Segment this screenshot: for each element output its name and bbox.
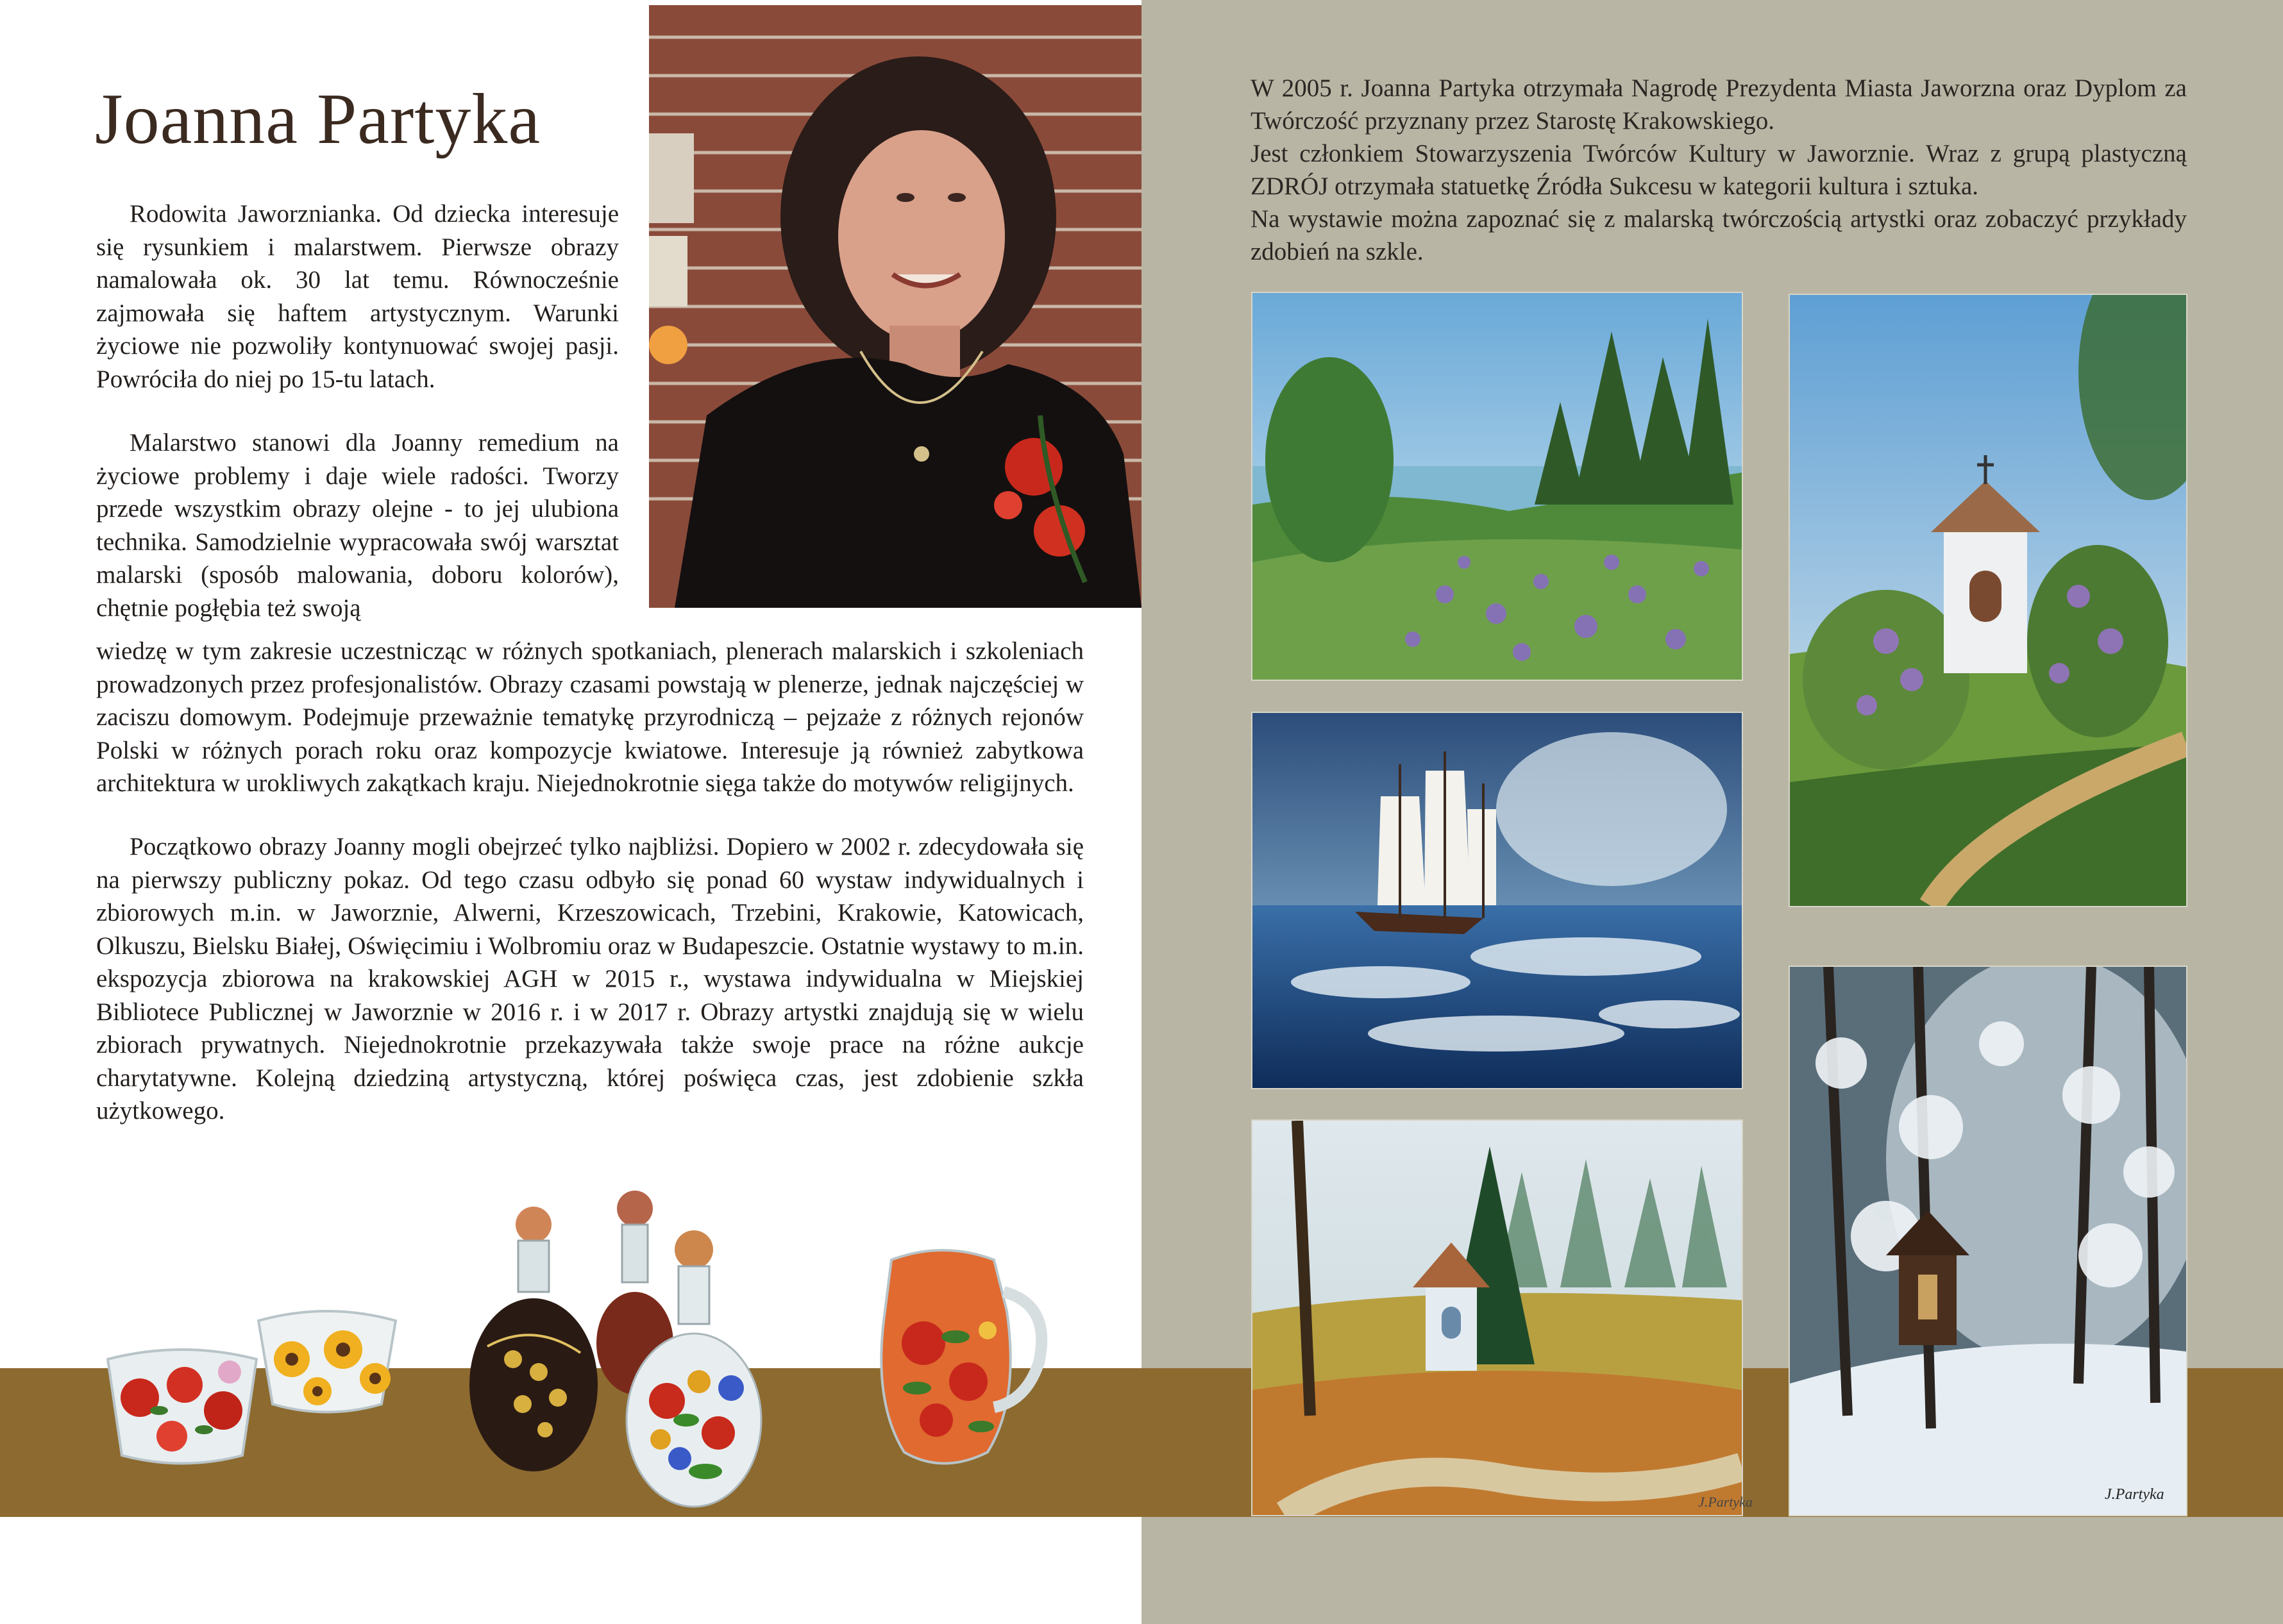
bio-paragraph-1-text: Rodowita Jaworznianka. Od dziecka interesuje się rysunkiem i malarstwem. Pierwsze obrazy namalowała ok. 30 lat temu. Równocześnie zajmowała się haftem artystycznym. Warunki życiowe nie pozwoliły kontynuować swojej pasji. Powróciła do niej po 15-tu latach. xyxy=(96,200,619,393)
awards-paragraph-1: W 2005 r. Joanna Partyka otrzymała Nagrodę Prezydenta Miasta Jaworzna oraz Dyplom za Twórczość przyznany przez Starostę Krakowskiego. xyxy=(1251,74,2187,135)
autumn-painting-signature: J.Partyka xyxy=(1698,1494,1753,1510)
bio-paragraph-3 xyxy=(96,830,1084,1128)
painting-winter-forest-shrine xyxy=(1790,967,2186,1515)
artist-portrait-photo xyxy=(649,5,1142,608)
glass-bowl-poppies xyxy=(101,1334,263,1471)
painting-sailing-ship xyxy=(1252,713,1742,1088)
bio-paragraph-3-text: Początkowo obrazy Joanny mogli obejrzeć tylko najbliżsi. Dopiero w 2002 r. zdecydowała się na pierwszy publiczny pokaz. Od tego czasu odbyło się ponad 60 wystaw indywidualnych i zbiorowych m.in. w Jaworznie, Alwerni, Krzeszowicach, Trzebini, Krakowie, Katowicach, Olkuszu, Bielsku Białej, Oświęcimiu i Wolbromiu oraz w Budapeszcie. Ostatnie wystawy to m.in. ekspozycja zbiorowa na krakowskiej AGH w 2015 r., wystawa indywidualna w Miejskiej Bibliotece Publicznej w Jaworznie w 2016 r. i w 2017 r. Obrazy artystki znajdują się w wielu zbiorach prywatnych. Niejednokrotnie przekazywała także swoje prace na różne aukcje charytatywne. Kolejną dziedziną artystyczną, której poświęca czas, jest zdobienie szkła użytkowego. xyxy=(96,833,1084,1125)
painting-roadside-chapel xyxy=(1790,295,2186,906)
page-title: Joanna Partyka xyxy=(95,80,541,159)
glass-carafe-painted-fruit xyxy=(622,1228,766,1510)
glass-bowl-sunflowers xyxy=(253,1295,401,1423)
painting-lake-meadow xyxy=(1252,293,1742,680)
awards-text-block xyxy=(1251,72,2187,268)
glass-carafe-gold-grapes xyxy=(462,1205,606,1475)
glass-jug-poppies xyxy=(866,1234,1052,1475)
bio-paragraph-2-continued: wiedzę w tym zakresie uczestnicząc w różnych spotkaniach, plenerach malarskich i szkoleniach prowadzonych przez profesjonalistów. Obrazy czasami powstają w plenerze, jednak najczęściej w zaciszu domowym. Podejmuje przeważnie tematykę przyrodniczą – pejzaże z różnych rejonów Polski w różnych porach roku oraz kompozycje kwiatowe. Interesuje ją również zabytkowa architektura w urokliwych zakątkach kraju. Niejednokrotnie sięga także do motywów religijnych. xyxy=(96,637,1084,797)
awards-paragraph-3: Na wystawie można zapoznać się z malarską twórczością artystki oraz zobaczyć przykłady zdobień na szkle. xyxy=(1251,205,2187,265)
painting-autumn-chapel xyxy=(1252,1121,1742,1515)
awards-paragraph-2: Jest członkiem Stowarzyszenia Twórców Kultury w Jaworznie. Wraz z grupą plastyczną ZDRÓJ otrzymała statuetkę Źródła Sukcesu w kategorii kultura i sztuka. xyxy=(1251,140,2187,200)
winter-painting-signature: J.Partyka xyxy=(2105,1486,2164,1503)
bio-paragraph-2-text: Malarstwo stanowi dla Joanny remedium na życiowe problemy i daje wiele radości. Tworzy przede wszystkim obrazy olejne - to jej ulubiona technika. Samodzielnie wypracowała swój warsztat malarski (sposób malowania, doboru kolorów), chętnie pogłębia też swoją xyxy=(96,429,619,622)
bottom-strip xyxy=(1142,1517,2283,1624)
bio-paragraph-2 xyxy=(96,426,619,624)
bio-paragraph-1 xyxy=(96,197,619,396)
